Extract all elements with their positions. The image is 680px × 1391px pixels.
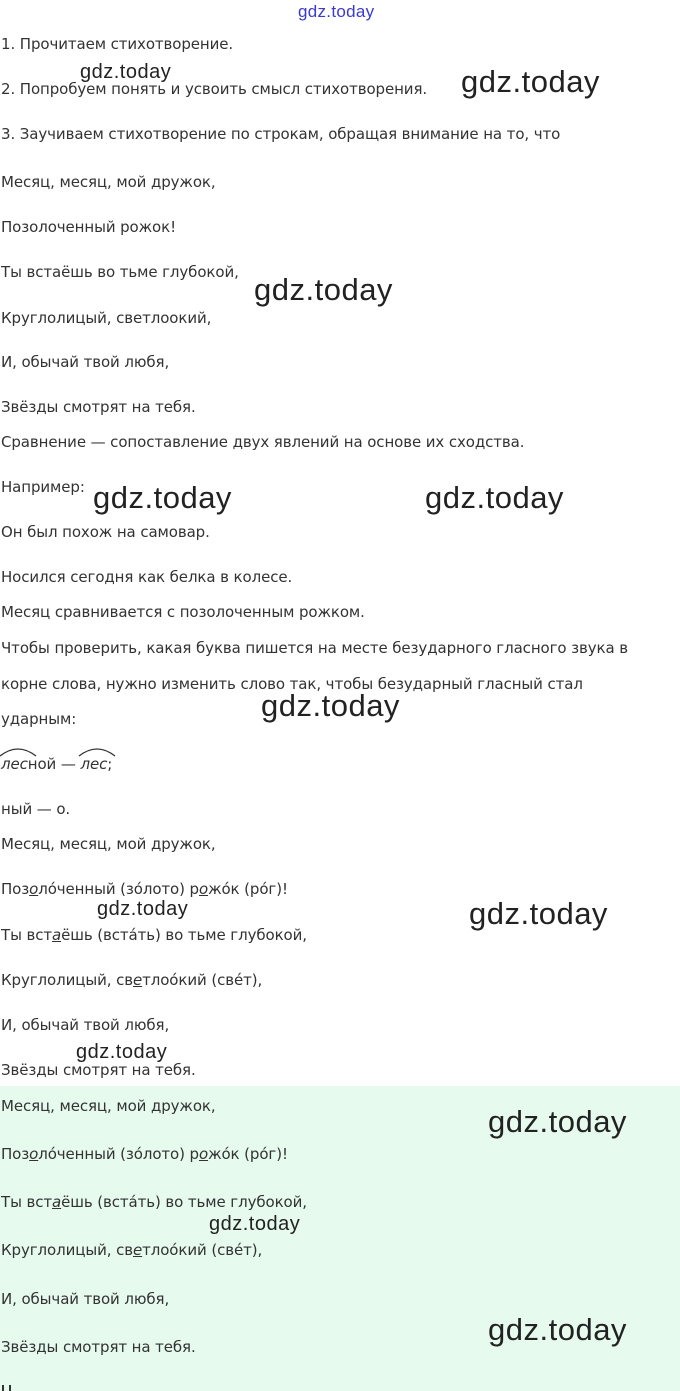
rule-line: Чтобы проверить, какая буква пишется на месте безударного гласного звука в	[1, 639, 628, 657]
rule-line: ударным:	[1, 710, 77, 728]
analysis-line: Позоло́ченный (зо́лото) рожо́к (ро́г)!	[1, 880, 288, 898]
comparison-definition: Сравнение — сопоставление двух явлений на основе их сходства.	[1, 433, 525, 451]
poem-line: Звёзды смотрят на тебя.	[1, 398, 196, 416]
poem-line: Позолоченный рожок!	[1, 218, 177, 236]
poem-line: Месяц, месяц, мой дружок,	[1, 173, 216, 191]
analysis-line: Круглолицый, светлоо́кий (све́т),	[1, 971, 263, 989]
step-3: 3. Заучиваем стихотворение по строкам, обращая внимание на то, что	[1, 125, 561, 143]
analysis-line: Месяц, месяц, мой дружок,	[1, 835, 216, 853]
step-1: 1. Прочитаем стихотворение.	[1, 35, 234, 53]
poem-line: И, обычай твой любя,	[1, 353, 170, 371]
root-example: лесной — лес;	[1, 754, 112, 774]
analysis-line: Звёзды смотрят на тебя.	[1, 1061, 196, 1079]
watermark: gdz.today	[261, 688, 400, 723]
watermark: gdz.today	[488, 1104, 627, 1139]
poem-line: Ты встаёшь во тьме глубокой,	[1, 263, 239, 281]
rule-line: корне слова, нужно изменить слово так, чтобы безударный гласный стал	[1, 675, 583, 693]
answer-line: Ты встаёшь (вста́ть) во тьме глубокой,	[1, 1193, 307, 1211]
watermark: gdz.today	[80, 61, 172, 83]
example-2: Носился сегодня как белка в колесе.	[1, 568, 293, 586]
root-arc-icon	[0, 745, 37, 757]
answer-line: И, обычай твой любя,	[1, 1290, 170, 1308]
analysis-line: Ты встаёшь (вста́ть) во тьме глубокой,	[1, 926, 307, 944]
watermark: gdz.today	[97, 898, 189, 920]
watermark: gdz.today	[488, 1312, 627, 1347]
watermark: gdz.today	[209, 1213, 301, 1235]
suffix-rule: ный — о.	[1, 800, 71, 818]
root-mark: лес	[1, 754, 28, 774]
answer-line: Круглолицый, светлоо́кий (све́т),	[1, 1241, 263, 1259]
watermark: gdz.today	[76, 1041, 168, 1063]
answer-line: Месяц, месяц, мой дружок,	[1, 1097, 216, 1115]
root-mark: лес	[80, 754, 107, 774]
example-label: Например:	[1, 478, 85, 496]
watermark: gdz.today	[298, 2, 375, 21]
watermark: gdz.today	[254, 272, 393, 307]
poem-line: Круглолицый, светлоокий,	[1, 309, 212, 327]
root-arc-icon	[78, 745, 116, 757]
watermark: gdz.today	[469, 896, 608, 931]
answer-line: Звёзды смотрят на тебя.	[1, 1338, 196, 1356]
watermark: gdz.today	[461, 64, 600, 99]
watermark: gdz.today	[425, 480, 564, 515]
moon-comparison: Месяц сравнивается с позолоченным рожком.	[1, 603, 365, 621]
step-2: 2. Попробуем понять и усвоить смысл стихотворения.	[1, 80, 428, 98]
example-1: Он был похож на самовар.	[1, 523, 210, 541]
cut-off-text-fragment	[1, 1384, 13, 1391]
watermark: gdz.today	[93, 480, 232, 515]
analysis-line: И, обычай твой любя,	[1, 1016, 170, 1034]
answer-line: Позоло́ченный (зо́лото) рожо́к (ро́г)!	[1, 1145, 288, 1163]
